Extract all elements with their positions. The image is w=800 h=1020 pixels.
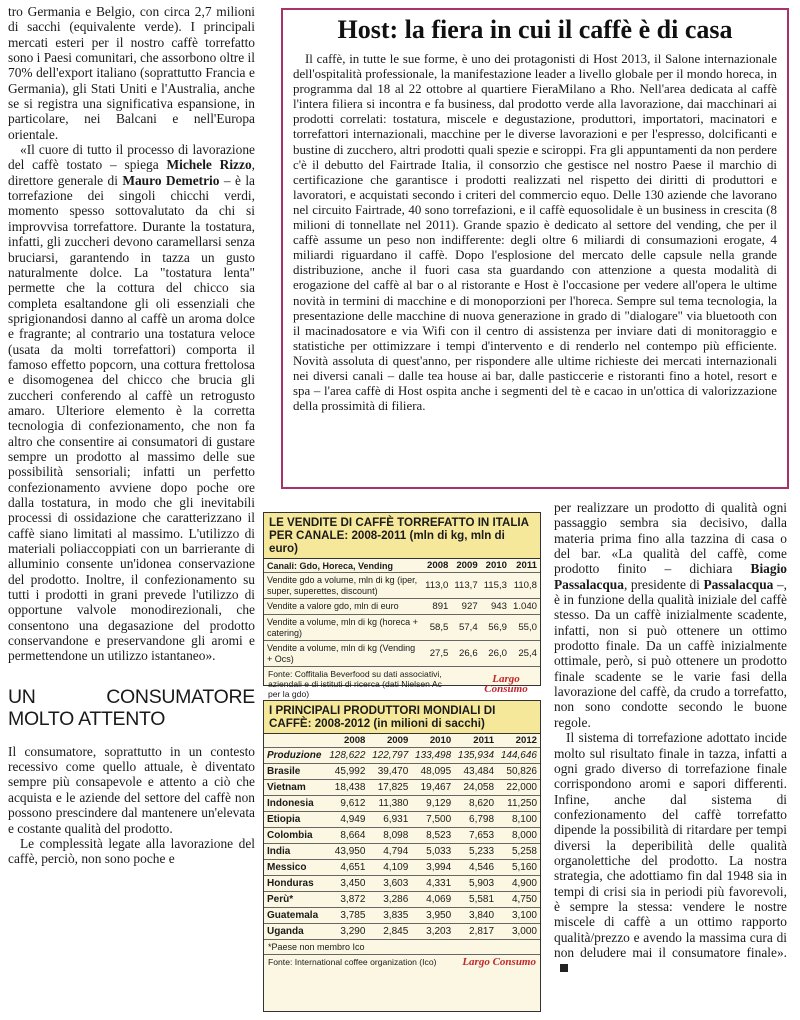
- source-text: Fonte: Coffitalia Beverfood su dati associativi, aziendali e di istituti di ricerca (dati Nielsen Ac per la gdo): [268, 669, 442, 699]
- table-row: [264, 924, 540, 940]
- cell: 43,950: [326, 844, 369, 860]
- table-source: [264, 667, 540, 701]
- cell: 8,100: [497, 812, 540, 828]
- column-header: 2009: [368, 734, 411, 748]
- cell: 58,5: [422, 615, 451, 641]
- cell: 110,8: [510, 573, 540, 599]
- cell: 5,581: [454, 892, 497, 908]
- paragraph-text: per realizzare un prodotto di qualità ogni passaggio sembra sia decisivo, dalla materia prima fino alla tazzina di casa o del bar. «La qualità del caffè, come prodotto finito – dichiara: [554, 500, 787, 577]
- table-row: [264, 860, 540, 876]
- table-subtitle: (mln di kg, mln di euro): [269, 529, 505, 555]
- cell: 25,4: [510, 641, 540, 667]
- cell: 943: [481, 599, 510, 615]
- column-header: 2011: [454, 734, 497, 748]
- paragraph-text: – è la torrefazione dei singoli chicchi verdi, momento spesso sottovalutato da chi si improvvisa torrefattore. Durante la tostatura, infatti, gli zuccheri devono caramellarsi senza bruciarsi, garantendo in tazza un gusto naturalmente dolce. La "tostatura lenta" permette che la cottura del chicco sia completa esaltandone gli oli essenziali che sprigionandosi danno al caffè un aroma dolce e fragrante; al contrario una tostatura veloce (usata da molti torrefattori) comporta il famoso effetto popcorn, una cottura frettolosa e disomogenea del chicco che brucia gli zuccheri conferendo al caffè un retrogusto amaro. Ulteriore elemento è la corretta tecnologia di confezionamento, che non fa altro che consentire ai consumatori di gustare sempre un prodotto al massimo delle sue possibilità sensoriali; infatti un perfetto confezionamento avviene dopo poche ore dalla tostatura, in modo che gli inevitabili processi di ossidazione che caratterizzano il caffè siano limitati al massimo. L'utilizzo di materiali poliaccoppiati con un barrierante di alluminio consente un'idonea conservazione del prodotto. Inoltre, il confezionamento su tutti i prodotti in grani prevede l'utilizzo di opportune valvole monodirezionali, che consentono una degasazione del prodotto conservandone e preservandone gli aromi e permettendone un utilizzo istantaneo».: [8, 172, 255, 664]
- cell: 26,0: [481, 641, 510, 667]
- row-label: Indonesia: [264, 796, 326, 812]
- cell: 56,9: [481, 615, 510, 641]
- cell: 4,069: [411, 892, 454, 908]
- cell: 7,653: [454, 828, 497, 844]
- table-title: [264, 513, 540, 559]
- cell: 24,058: [454, 780, 497, 796]
- largo-consumo-logo: Largo Consumo: [484, 673, 528, 695]
- cell: 3,450: [326, 876, 369, 892]
- paragraph-text: , presidente di: [623, 576, 704, 592]
- column-header: [264, 734, 326, 748]
- cell: 39,470: [368, 764, 411, 780]
- cell: 113,0: [422, 573, 451, 599]
- cell: 3,100: [497, 908, 540, 924]
- paragraph: tro Germania e Belgio, con circa 2,7 milioni di sacchi (equivalente verde). I principali mercati esteri per il nostro caffè torrefatto sono i Paesi comunitari, che assorbono oltre il 70% dell'export italiano (soprattutto Francia e Germania), gli Stati Uniti e l'Australia, anche se si registra una significativa espansione, in particolare, nei Balcani e nell'Europa orientale.: [8, 4, 255, 142]
- cell: 4,900: [497, 876, 540, 892]
- cell: 8,098: [368, 828, 411, 844]
- end-mark-icon: [560, 964, 568, 972]
- cell: 3,835: [368, 908, 411, 924]
- column-header: 2008: [422, 559, 451, 573]
- paragraph: Le complessità legate alla lavorazione del caffè, perciò, non sono poche e: [8, 835, 255, 867]
- column-header: 2011: [510, 559, 540, 573]
- cell: 3,286: [368, 892, 411, 908]
- cell: 11,250: [497, 796, 540, 812]
- cell: 115,3: [481, 573, 510, 599]
- cell: 4,109: [368, 860, 411, 876]
- row-label: India: [264, 844, 326, 860]
- sidebar-box-host: [281, 8, 789, 489]
- cell: 4,651: [326, 860, 369, 876]
- column-header: 2010: [411, 734, 454, 748]
- cell: 19,467: [411, 780, 454, 796]
- cell: 7,500: [411, 812, 454, 828]
- cell: 5,903: [454, 876, 497, 892]
- cell: 3,603: [368, 876, 411, 892]
- data-table: [264, 734, 540, 940]
- table-produttori-mondiali: [263, 700, 541, 1012]
- box-title: Host: la fiera in cui il caffè è di casa: [337, 15, 733, 44]
- table-note: *Paese non membro Ico: [264, 940, 540, 955]
- cell: 122,797: [368, 748, 411, 764]
- person-name: Biagio Passalacqua: [554, 561, 787, 592]
- section-subheading: UN CONSUMATORE MOLTO ATTENTO: [8, 685, 255, 730]
- row-label: Messico: [264, 860, 326, 876]
- cell: 5,160: [497, 860, 540, 876]
- table-row: [264, 764, 540, 780]
- table-row: [264, 796, 540, 812]
- cell: 8,523: [411, 828, 454, 844]
- cell: 18,438: [326, 780, 369, 796]
- article-column-right: [554, 500, 787, 976]
- cell: 48,095: [411, 764, 454, 780]
- cell: 3,872: [326, 892, 369, 908]
- largo-consumo-logo: Largo Consumo: [462, 956, 536, 968]
- table-row: [264, 812, 540, 828]
- row-label: Honduras: [264, 876, 326, 892]
- cell: 4,331: [411, 876, 454, 892]
- cell: 1.040: [510, 599, 540, 615]
- row-label: Etiopia: [264, 812, 326, 828]
- cell: 45,992: [326, 764, 369, 780]
- cell: 3,290: [326, 924, 369, 940]
- cell: 8,620: [454, 796, 497, 812]
- column-header: 2008: [326, 734, 369, 748]
- cell: 55,0: [510, 615, 540, 641]
- person-name: Michele Rizzo: [166, 157, 252, 173]
- column-header: 2012: [497, 734, 540, 748]
- table-row: [264, 780, 540, 796]
- row-label: Uganda: [264, 924, 326, 940]
- paragraph: [8, 142, 255, 664]
- cell: 3,950: [411, 908, 454, 924]
- table-row: [264, 641, 540, 667]
- table-body: [264, 748, 540, 940]
- cell: 9,129: [411, 796, 454, 812]
- cell: 27,5: [422, 641, 451, 667]
- company-name: Mauro Demetrio: [122, 172, 220, 188]
- table-source: [264, 955, 540, 969]
- row-label: Brasile: [264, 764, 326, 780]
- paragraph-text: , direttore generale di: [8, 157, 255, 188]
- row-label: Vietnam: [264, 780, 326, 796]
- table-header-row: [264, 734, 540, 748]
- paragraph: [554, 500, 787, 730]
- table-row-production: [264, 748, 540, 764]
- cell: 128,622: [326, 748, 369, 764]
- table-subtitle: (in milioni di sacchi): [373, 717, 485, 730]
- cell: 57,4: [451, 615, 480, 641]
- row-label: Produzione: [264, 748, 326, 764]
- cell: 891: [422, 599, 451, 615]
- paragraph-text: Il sistema di torrefazione adottato incide molto sul risultato finale in tazza, infatti a ogni grado diverso di torrefazione finale corrispondono aromi e sapori differenti. Infine, anche dal sistema di confezionamento del caffè torrefatto dipende la possibilità di ritardare per tempi diversi la deperibilità delle qualità organolettiche del prodotto. La nostra strategia, che adottiamo fin dal 1948 sia in tempi di crisi sia in periodi più favorevoli, è sempre la stessa: vendere le nostre miscele di caffè a un ottimo rapporto qualità/prezzo e avendo la massima cura di non deludere mai il consumatore finale».: [554, 730, 787, 960]
- column-header: 2009: [451, 559, 480, 573]
- cell: 4,949: [326, 812, 369, 828]
- cell: 50,826: [497, 764, 540, 780]
- cell: 4,750: [497, 892, 540, 908]
- cell: 3,994: [411, 860, 454, 876]
- company-name: Passalacqua: [703, 576, 774, 592]
- table-row: [264, 892, 540, 908]
- table-row: [264, 844, 540, 860]
- table-title-text: LE VENDITE DI CAFFÈ TORREFATTO IN ITALIA PER CANALE: 2008-2011: [269, 516, 529, 542]
- cell: 133,498: [411, 748, 454, 764]
- row-label: Vendite a volume, mln di kg (Vending + Ocs): [264, 641, 422, 667]
- cell: 5,033: [411, 844, 454, 860]
- cell: 8,000: [497, 828, 540, 844]
- cell: 4,794: [368, 844, 411, 860]
- table-header-row: [264, 559, 540, 573]
- cell: 22,000: [497, 780, 540, 796]
- cell: 2,845: [368, 924, 411, 940]
- cell: 6,798: [454, 812, 497, 828]
- table-row: [264, 876, 540, 892]
- cell: 3,203: [411, 924, 454, 940]
- cell: 113,7: [451, 573, 480, 599]
- box-body: Il caffè, in tutte le sue forme, è uno dei protagonisti di Host 2013, il Salone internazionale dell'ospitalità professionale, la manifestazione leader a livello globale per il mondo horeca, in programma dal 18 al 22 ottobre al quartiere FieraMilano a Rho. Nell'area dedicata al caffè l'intera filiera si incontra e fa business, dal prodotto verde alla lavorazione, dai macchinari ai prodotti correlati: tostatura, miscele e degustazione, produttori, importatori, macinatori e torrefattori internazionali, macchine per le diverse lavorazioni e per l'espresso, dolcificanti e bustine di zucchero, altri prodotti quali spezie e sciroppi. Fra gli appuntamenti da non perdere c'è il debutto del Fairtrade Italia, il consorzio che gestisce nel nostro Paese il marchio di certificazione che garantisce i prodotti realizzati nel rispetto dei diritti di produttori e lavoratori, e acquistati secondo i criteri del commercio equo. Delle 130 aziende che lavorano nel circuito Fairtrade, 40 sono torrefazioni, e il caffè equosolidale è un business in crescita (8 milioni di tonnellate nel 2011). Grande spazio è dedicato al settore del vending, che per il caffè assume un peso non indifferente: degli oltre 6 miliardi di consumazioni erogate, 4 miliardi riguardano il caffè. Dopo l'esplosione del mercato delle capsule nella grande distribuzione, anche il fuori casa sta guardando con attenzione a questa modalità di erogazione del caffè al bar o al ristorante e Host è l'occasione per vedere all'opera le ultime novità in termini di macchine e di monoporzioni per l'horeca. Sempre sul tema tecnologia, la presentazione delle macchine di nuova generazione in grado di "dialogare" via bluetooth con il macinadosatore e via Wifi con il centro di assistenza per inviare dati di monitoraggio e statistiche per ottimizzare i tempi d'intervento e di renderlo nel contempo più efficiente. Novità assoluta di quest'anno, per rispondere alle ultime richieste dei mercati internazionali nei diversi canali – dalle tea house ai bar, dalle pasticcerie e ristoranti fino a hotel, resort e spa – l'area caffè di Host ospita anche i segmenti del tè e cacao in un'ottica di valorizzazione della prossimità di filiera.: [293, 52, 777, 414]
- row-label: Vendite gdo a volume, mln di kg (iper, super, superettes, discount): [264, 573, 422, 599]
- cell: 43,484: [454, 764, 497, 780]
- cell: 4,546: [454, 860, 497, 876]
- cell: 3,840: [454, 908, 497, 924]
- table-title: [264, 701, 540, 734]
- column-header: 2010: [481, 559, 510, 573]
- cell: 11,380: [368, 796, 411, 812]
- paragraph-text: –, è in funzione della qualità iniziale del caffè stesso. Da un caffè inizialmente scadente, infatti, non si può ottenere un ottimo prodotto finale. Da un caffè inizialmente ottimale, però, si può ottenere un prodotto finale scadente se le varie fasi della lavorazione del caffè, da crudo a torrefatto, non sono condotte secondo le buone regole.: [554, 576, 787, 730]
- cell: 8,664: [326, 828, 369, 844]
- paragraph: [554, 730, 787, 976]
- article-column-left: [8, 4, 255, 867]
- cell: 144,646: [497, 748, 540, 764]
- row-label: Colombia: [264, 828, 326, 844]
- table-title-text: I PRINCIPALI PRODUTTORI MONDIALI DI CAFFÈ: 2008-2012: [269, 704, 496, 730]
- table-row: [264, 599, 540, 615]
- cell: 3,000: [497, 924, 540, 940]
- cell: 3,785: [326, 908, 369, 924]
- cell: 5,258: [497, 844, 540, 860]
- table-row: [264, 615, 540, 641]
- cell: 17,825: [368, 780, 411, 796]
- cell: 2,817: [454, 924, 497, 940]
- data-table: [264, 559, 540, 667]
- row-label: Perù*: [264, 892, 326, 908]
- row-label: Guatemala: [264, 908, 326, 924]
- cell: 26,6: [451, 641, 480, 667]
- row-label: Vendite a valore gdo, mln di euro: [264, 599, 422, 615]
- cell: 5,233: [454, 844, 497, 860]
- table-row: [264, 573, 540, 599]
- table-vendite-caffe: [263, 512, 541, 699]
- cell: 927: [451, 599, 480, 615]
- table-row: [264, 908, 540, 924]
- cell: 6,931: [368, 812, 411, 828]
- paragraph: Il consumatore, soprattutto in un contesto recessivo come quello attuale, è diventato sempre più consapevole e attento a ciò che acquista e le aziende del settore del caffè non possono prescindere dal mantenere un'elevata e costante qualità del prodotto.: [8, 743, 255, 836]
- table-row: [264, 828, 540, 844]
- column-header: Canali: Gdo, Horeca, Vending: [264, 559, 422, 573]
- cell: 9,612: [326, 796, 369, 812]
- row-label: Vendite a volume, mln di kg (horeca + catering): [264, 615, 422, 641]
- source-text: Fonte: International coffee organization (Ico): [268, 957, 437, 967]
- paragraph-text: «Il cuore di tutto il processo di lavorazione del caffè tostato – spiega: [8, 142, 255, 173]
- cell: 135,934: [454, 748, 497, 764]
